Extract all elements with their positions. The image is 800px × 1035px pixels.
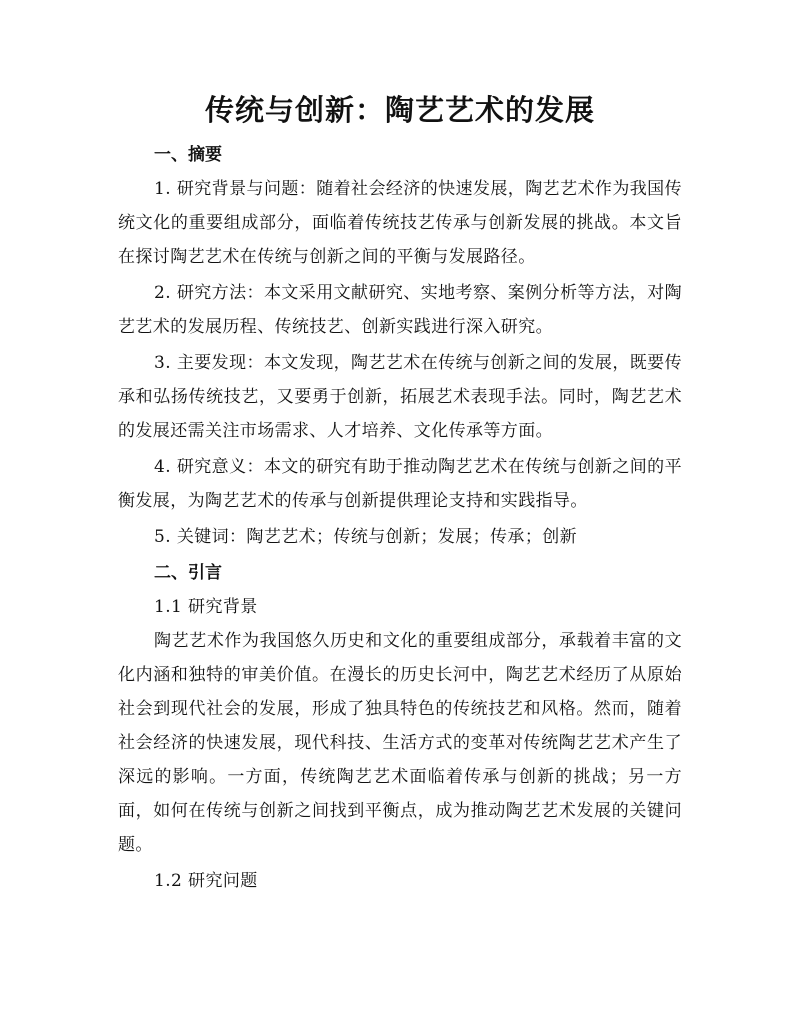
subsection-heading-background: 1.1 研究背景 [154,597,258,617]
abstract-item-methods: 2. 研究方法：本文采用文献研究、实地考察、案例分析等方法，对陶艺艺术的发展历程、传统技艺、创新实践进行深入研究。 [118,283,682,337]
abstract-item-background: 1. 研究背景与问题：随着社会经济的快速发展，陶艺艺术作为我国传统文化的重要组成部分，面临着传统技艺传承与创新发展的挑战。本文旨在探讨陶艺艺术在传统与创新之间的平衡与发展路径。 [118,179,682,267]
background-paragraph: 陶艺艺术作为我国悠久历史和文化的重要组成部分，承载着丰富的文化内涵和独特的审美价值。在漫长的历史长河中，陶艺艺术经历了从原始社会到现代社会的发展，形成了独具特色的传统技艺和风格。然而，随着社会经济的快速发展，现代科技、生活方式的变革对传统陶艺艺术产生了深远的影响。一方面，传统陶艺艺术面临着传承与创新的挑战；另一方面，如何在传统与创新之间找到平衡点，成为推动陶艺艺术发展的关键问题。 [118,631,682,855]
abstract-item-findings: 3. 主要发现：本文发现，陶艺艺术在传统与创新之间的发展，既要传承和弘扬传统技艺，又要勇于创新，拓展艺术表现手法。同时，陶艺艺术的发展还需关注市场需求、人才培养、文化传承等方面。 [118,353,682,441]
abstract-item-significance: 4. 研究意义：本文的研究有助于推动陶艺艺术在传统与创新之间的平衡发展，为陶艺艺术的传承与创新提供理论支持和实践指导。 [118,457,682,511]
subsection-heading-questions: 1.2 研究问题 [154,871,258,891]
section-heading-introduction: 二、引言 [154,563,222,583]
document-title: 传统与创新：陶艺艺术的发展 [204,93,595,127]
section-heading-abstract: 一、摘要 [154,145,222,165]
abstract-item-keywords: 5. 关键词：陶艺艺术；传统与创新；发展；传承；创新 [154,527,578,547]
